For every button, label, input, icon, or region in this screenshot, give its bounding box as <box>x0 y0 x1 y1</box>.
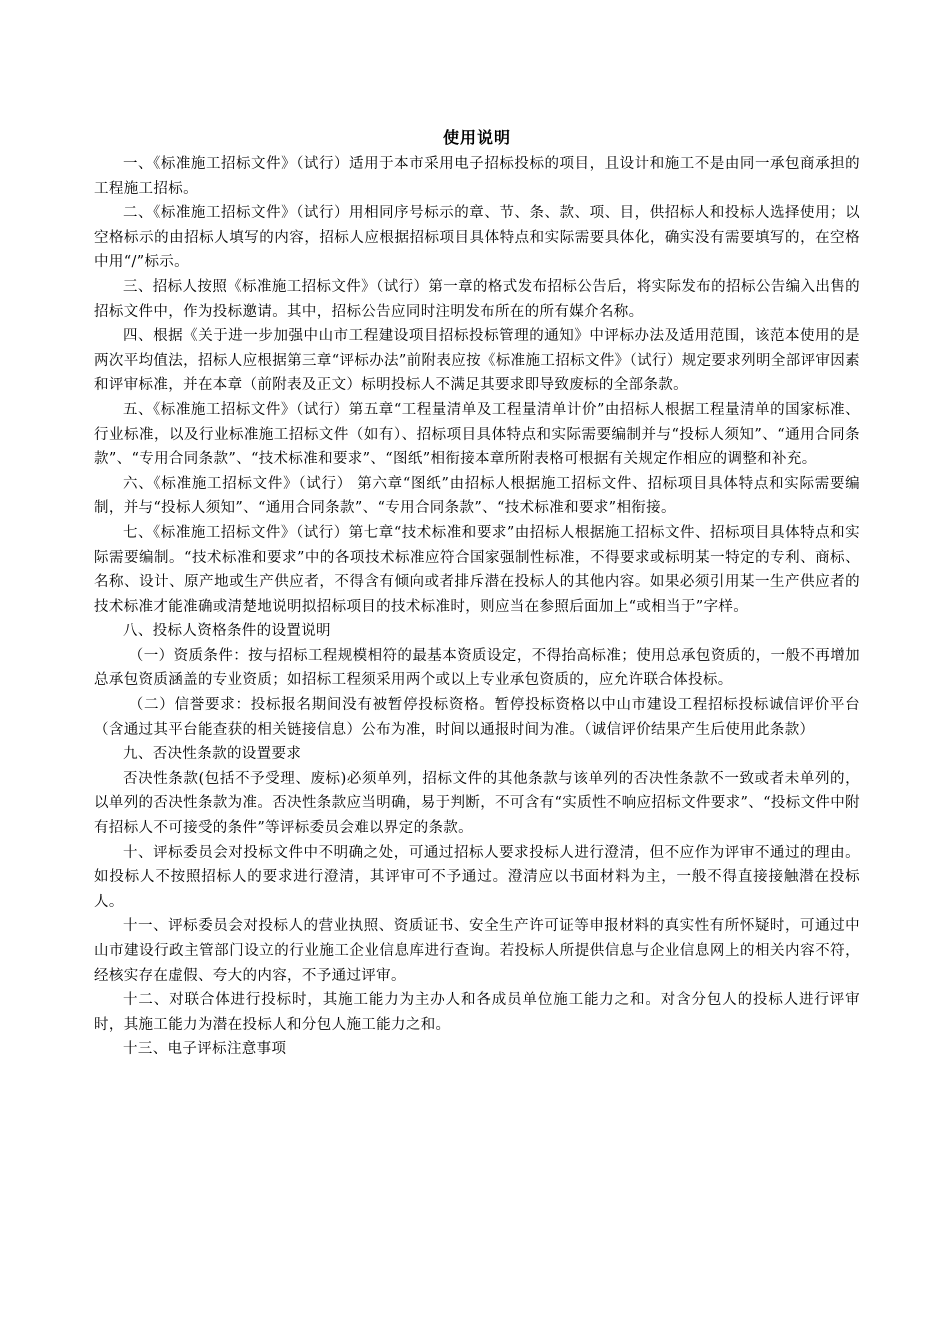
paragraph-5: 五、《标准施工招标文件》（试行）第五章“工程量清单及工程量清单计价”由招标人根据工程量清单的国家标准、行业标准，以及行业标准施工招标文件（如有）、招标项目具体特点和实际需要编制并与“投标人须知”、“通用合同条款”、“专用合同条款”、“技术标准和要求”、“图纸”相衔接本章所附表格可根据有关规定作相应的调整和补充。 <box>94 401 860 468</box>
section-heading-13: 十三、电子评标注意事项 <box>123 1041 287 1058</box>
section-heading-9: 九、否决性条款的设置要求 <box>123 746 302 763</box>
paragraph-3: 三、招标人按照《标准施工招标文件》（试行）第一章的格式发布招标公告后，将实际发布的招标公告编入出售的招标文件中，作为投标邀请。其中，招标公告应同时注明发布所在的所有媒介名称。 <box>94 278 860 320</box>
subparagraph-qualification: （一）资质条件：按与招标工程规模相符的最基本资质设定，不得抬高标准；使用总承包资质的，一般不再增加总承包资质涵盖的专业资质；如招标工程须采用两个或以上专业承包资质的，应允许联合体投标。 <box>94 647 860 689</box>
page-title: 使用说明 <box>442 128 511 147</box>
paragraph-11: 十一、评标委员会对投标人的营业执照、资质证书、安全生产许可证等申报材料的真实性有所怀疑时，可通过中山市建设行政主管部门设立的行业施工企业信息库进行查询。若投标人所提供信息与企业信息网上的相关内容不符，经核实存在虚假、夸大的内容，不予通过评审。 <box>94 918 860 984</box>
paragraph-12: 十二、对联合体进行投标时，其施工能力为主办人和各成员单位施工能力之和。对含分包人的投标人进行评审时，其施工能力为潜在投标人和分包人施工能力之和。 <box>94 992 860 1033</box>
document-page <box>94 126 860 1062</box>
paragraph-10: 十、评标委员会对投标文件中不明确之处，可通过招标人要求投标人进行澄清，但不应作为评审不通过的理由。如投标人不按照招标人的要求进行澄清，其评审可不予通过。澄清应以书面材料为主，一般不得直接接触潜在投标人。 <box>94 844 860 910</box>
subparagraph-credit: （二）信誉要求：投标报名期间没有被暂停投标资格。暂停投标资格以中山市建设工程招标投标诚信评价平台（含通过其平台能查获的相关链接信息）公布为准，时间以通报时间为准。（诚信评价结果产生后使用此条款） <box>94 697 860 738</box>
section-heading-8: 八、投标人资格条件的设置说明 <box>123 623 331 640</box>
paragraph-6: 六、《标准施工招标文件》（试行） 第六章“图纸”由招标人根据施工招标文件、招标项目具体特点和实际需要编制，并与“投标人须知”、“通用合同条款”、“专用合同条款”、“技术标准和要求”相衔接。 <box>94 475 860 517</box>
paragraph-2: 二、《标准施工招标文件》（试行）用相同序号标示的章、节、条、款、项、目，供招标人和投标人选择使用；以空格标示的由招标人填写的内容，招标人应根据招标项目具体特点和实际需要具体化，确实没有需要填写的，在空格中用“/”标示。 <box>94 205 860 271</box>
paragraph-1: 一、《标准施工招标文件》（试行）适用于本市采用电子招标投标的项目，且设计和施工不是由同一承包商承担的工程施工招标。 <box>94 156 860 197</box>
paragraph-veto-clauses: 否决性条款(包括不予受理、废标)必须单列，招标文件的其他条款与该单列的否决性条款不一致或者未单列的，以单列的否决性条款为准。否决性条款应当明确，易于判断，不可含有“实质性不响应招标文件要求”、“投标文件中附有招标人不可接受的条件”等评标委员会难以界定的条款。 <box>94 770 860 837</box>
paragraph-7: 七、《标准施工招标文件》（试行）第七章“技术标准和要求”由招标人根据施工招标文件、招标项目具体特点和实际需要编制。“技术标准和要求”中的各项技术标准应符合国家强制性标准，不得要求或标明某一特定的专利、商标、名称、设计、原产地或生产供应者，不得含有倾向或者排斥潜在投标人的其他内容。如果必须引用某一生产供应者的技术标准才能准确或清楚地说明拟招标项目的技术标准时，则应当在参照后面加上“或相当于”字样。 <box>94 524 860 615</box>
paragraph-4: 四、根据《关于进一步加强中山市工程建设项目招标投标管理的通知》中评标办法及适用范围，该范本使用的是两次平均值法，招标人应根据第三章“评标办法”前附表应按《标准施工招标文件》（试行）规定要求列明全部评审因素和评审标准，并在本章（前附表及正文）标明投标人不满足其要求即导致废标的全部条款。 <box>94 328 860 394</box>
